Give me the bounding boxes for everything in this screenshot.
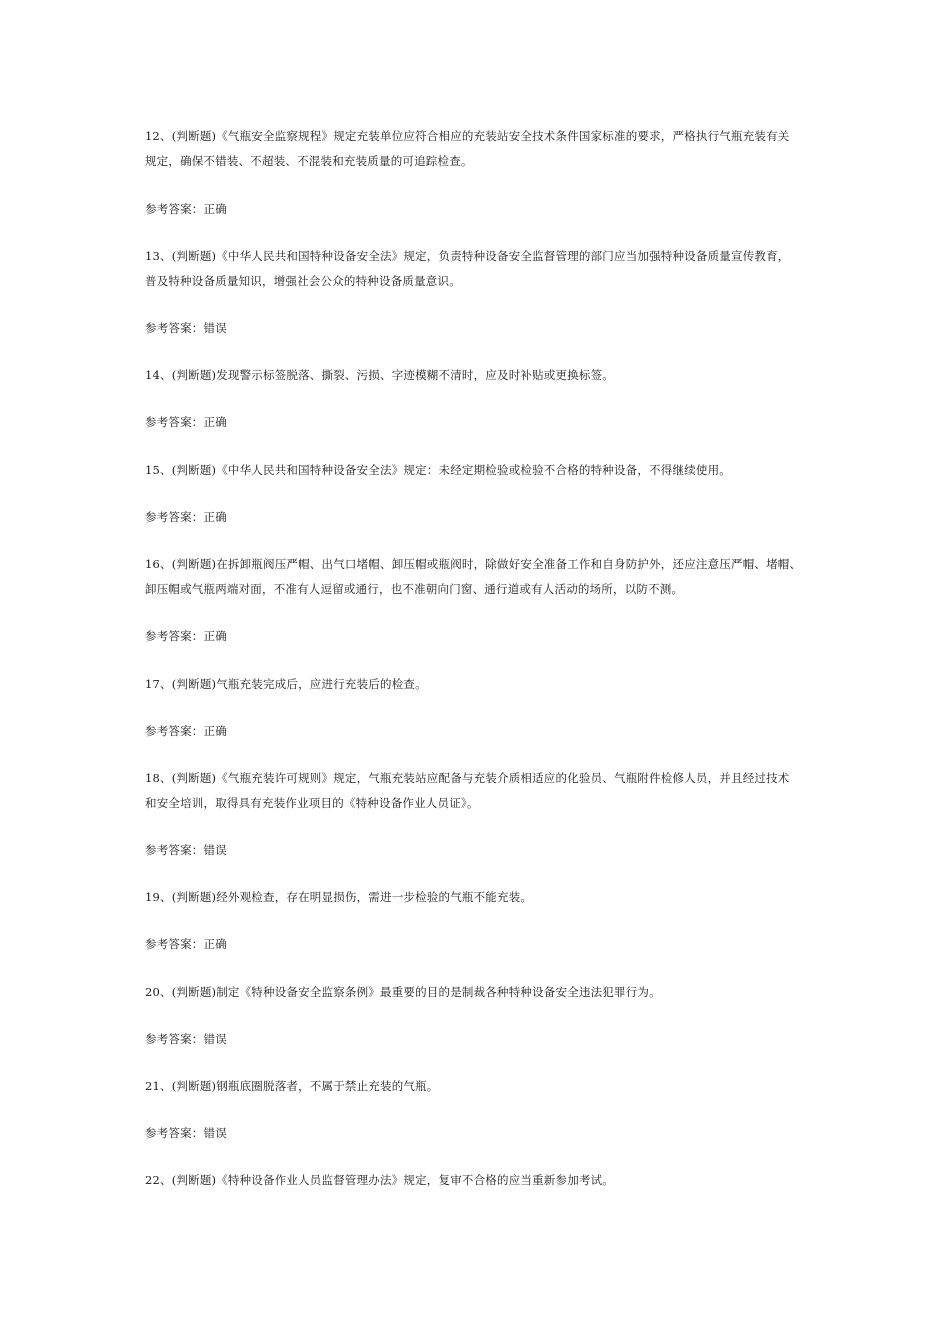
question-13-line-2: 普及特种设备质量知识，增强社会公众的特种设备质量意识。 bbox=[145, 274, 461, 288]
question-19 bbox=[145, 885, 810, 910]
answer-20: 参考答案：错误 bbox=[145, 1032, 227, 1046]
question-13-line-1: 13、(判断题)《中华人民共和国特种设备安全法》规定，负责特种设备安全监督管理的部门应当加强特种设备质量宣传教育， bbox=[145, 249, 790, 263]
question-20-line-1: 20、(判断题)制定《特种设备安全监察条例》最重要的目的是制裁各种特种设备安全违法犯罪行为。 bbox=[145, 985, 661, 999]
question-16-line-2: 卸压帽或气瓶两端对面，不准有人逗留或通行，也不准朝向门窗、通行道或有人活动的场所，以防不测。 bbox=[145, 582, 684, 596]
answer-21: 参考答案：错误 bbox=[145, 1126, 227, 1140]
question-12-line-2: 规定，确保不错装、不超装、不混装和充装质量的可追踪检查。 bbox=[145, 154, 473, 168]
answer-16: 参考答案：正确 bbox=[145, 629, 227, 643]
question-12 bbox=[145, 124, 810, 174]
question-20 bbox=[145, 980, 810, 1005]
question-17-line-1: 17、(判断题)气瓶充装完成后，应进行充装后的检查。 bbox=[145, 677, 427, 691]
question-12-line-1: 12、(判断题)《气瓶安全监察规程》规定充装单位应符合相应的充装站安全技术条件国家标准的要求，严格执行气瓶充装有关 bbox=[145, 129, 790, 143]
answer-15: 参考答案：正确 bbox=[145, 510, 227, 524]
question-19-line-1: 19、(判断题)经外观检查，存在明显损伤，需进一步检验的气瓶不能充装。 bbox=[145, 890, 533, 904]
answer-12: 参考答案：正确 bbox=[145, 202, 227, 216]
question-17 bbox=[145, 672, 810, 697]
answer-13: 参考答案：错误 bbox=[145, 321, 227, 335]
question-22-line-1: 22、(判断题)《特种设备作业人员监督管理办法》规定，复审不合格的应当重新参加考试。 bbox=[145, 1173, 615, 1187]
question-21-line-1: 21、(判断题)钢瓶底圈脱落者，不属于禁止充装的气瓶。 bbox=[145, 1079, 439, 1093]
question-15 bbox=[145, 458, 810, 483]
question-18 bbox=[145, 766, 810, 816]
answer-14: 参考答案：正确 bbox=[145, 415, 227, 429]
question-22 bbox=[145, 1168, 810, 1193]
answer-17: 参考答案：正确 bbox=[145, 724, 227, 738]
question-16 bbox=[145, 552, 810, 602]
question-14 bbox=[145, 363, 810, 388]
question-18-line-2: 和安全培训，取得具有充装作业项目的《特种设备作业人员证》。 bbox=[145, 796, 479, 810]
question-15-line-1: 15、(判断题)《中华人民共和国特种设备安全法》规定：未经定期检验或检验不合格的特种设备，不得继续使用。 bbox=[145, 463, 732, 477]
answer-19: 参考答案：正确 bbox=[145, 937, 227, 951]
question-18-line-1: 18、(判断题)《气瓶充装许可规则》规定，气瓶充装站应配备与充装介质相适应的化验员、气瓶附件检修人员，并且经过技术 bbox=[145, 771, 790, 785]
question-13 bbox=[145, 244, 810, 294]
question-16-line-1: 16、(判断题)在拆卸瓶阀压严帽、出气口堵帽、卸压帽或瓶阀时，除做好安全准备工作和自身防护外，还应注意压严帽、堵帽、 bbox=[145, 557, 802, 571]
question-14-line-1: 14、(判断题)发现警示标签脱落、撕裂、污损、字迹模糊不清时，应及时补贴或更换标签。 bbox=[145, 368, 615, 382]
answer-18: 参考答案：错误 bbox=[145, 843, 227, 857]
question-21 bbox=[145, 1074, 810, 1099]
